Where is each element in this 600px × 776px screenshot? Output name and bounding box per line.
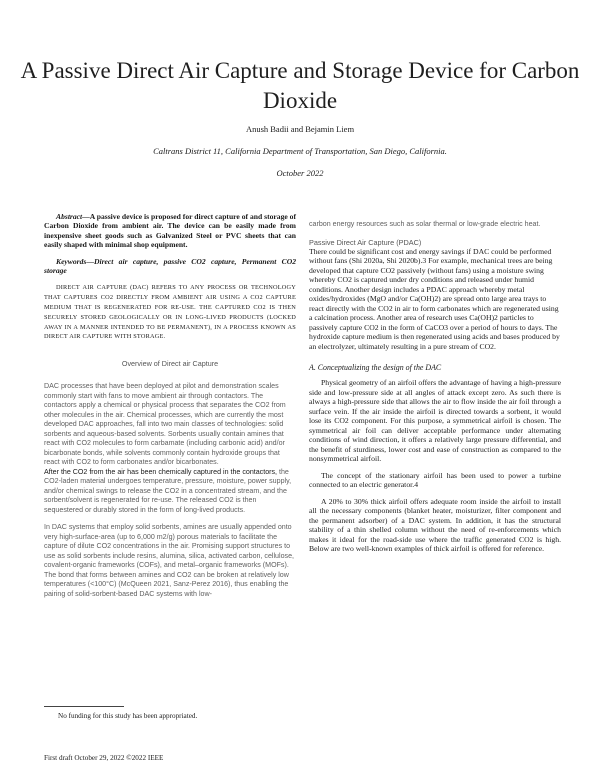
pdac-heading: Passive Direct Air Capture (PDAC): [309, 237, 422, 247]
right-column: [309, 220, 561, 554]
overview-paragraph-2-rest: the CO2-laden material undergoes temperature, pressure, moisture, power supply, and/or chemical swings to release the CO2 in a concentrated stream, and the sorbent/solvent is regenerated for re-use. The released CO2 is then sequestered or durably stored in the form of long-lived products.: [44, 467, 292, 514]
airfoil-paragraph-3: A 20% to 30% thick airfoil offers adequate room inside the airfoil to install all the necessary components (blanket heater, moisturizer, filter component and the permanent adsorber) of a DAC system. In addition, it has the structural stability of a thin shelled column without the need of re-enforcements which makes it ideal for the road-side use where the traffic generated CO2 is high. Below are two well-known examples of thick airfoil is offered for reference.: [309, 496, 561, 553]
overview-heading: Overview of Direct air Capture: [121, 359, 219, 369]
overview-paragraph-2-lead: After the CO2 from the air has been chemically captured in the contactors,: [44, 467, 278, 476]
airfoil-paragraph-2: The concept of the stationary airfoil has been used to power a turbine connected to an electric generator.4: [309, 470, 561, 489]
airfoil-paragraph-1: Physical geometry of an airfoil offers the advantage of having a high-pressure side and low-pressure side at all angles of attack except zero. As such there is always a high-pressure side that allows the air to flow inside the air foil through a surface vein. If the air inside the airfoil is directed towards a sorbent, it would lose its CO2 component. For this purpose, a symmetrical airfoil is chosen. The symmetrical air foil can deliver acceptable performance under alternating conditions of wind direction, it offers a relatively large pressure differential, and the benefit of sturdiness, lower cost and ease of construction as compared to the nonsymmetrical airfoil.: [309, 378, 561, 463]
pdac-paragraph: There could be significant cost and energy savings if DAC could be performed without fans (Shi 2020a, Shi 2020b).3 For example, mechanical trees are being developed that capture CO2 passively (without fans) using a moisture swing whereby CO2 is captured under dry conditions and released under humid conditions. Another design includes a PDAC approach whereby metal oxides/hydroxides (MgO and/or Ca(OH)2) are spread onto large area trays to react directly with the CO2 in air to form carbonates which are regenerated using a calcination process. Another area of research uses Ca(OH)2 particles to passively capture CO2 in the form of CaCO3 over a period of hours to days. The hydroxide capture medium is then regenerated using acids and bases produced by an electrolyzer, ultimately resulting in a pure stream of CO2.: [309, 246, 560, 351]
footnote-divider: [44, 706, 124, 707]
overview-paragraph-3: In DAC systems that employ solid sorbents, amines are usually appended onto very high-surface-area (up to 6,000 m2/g) porous materials to facilitate the capture of dilute CO2 concentrations in the air. Promising support structures to use as solid sorbents include resins, alumina, silica, activated carbon, cellulose, covalent-organic frameworks (COFs), and metal–organic frameworks (MOFs). The bond that forms between amines and CO2 can be broken at relatively low temperatures (<100°C) (McQueen 2021, Sanz-Perez 2016), thus enabling the pairing of solid-sorbent-based DAC systems with low-: [44, 523, 294, 598]
subsection-heading: A. Conceptualizing the design of the DAC: [309, 363, 442, 372]
keywords: Keywords—Direct air capture, passive CO2 capture, Permanent CO2 storage: [44, 256, 296, 276]
affiliation: Caltrans District 11, California Department of Transportation, San Diego, California.: [153, 146, 447, 156]
overview-paragraph-1: DAC processes that have been deployed at pilot and demonstration scales commonly start with fans to move ambient air through contactors. The contactors apply a chemical or physical process that separates the CO2 from other molecules in the air. Chemical processes, which are currently the most developed DAC approaches, fall into two main classes of technologies: solid sorbents and aqueous-based solvents. Sorbents usually contain amines that react with CO2 molecules to form carbamate (including carbonic acid) and/or bicarbonate bonds, while solvents commonly contain hydroxide groups that react with CO2 to form carbonates and/or bicarbonates.: [44, 382, 286, 467]
intro-paragraph: DIRECT AIR CAPTURE (DAC) REFERS TO ANY PROCESS OR TECHNOLOGY THAT CAPTURES CO2 DIRECTLY FROM AMBIENT AIR USING A CO2 CAPTURE MEDIUM THAT IS REGENERATED FOR RE-USE. THE CAPTURED CO2 IS THEN SECURELY STORED GEOLOGICALLY OR IN LONG-LIVED PRODUCTS (LOCKED AWAY IN A MANNER INTENDED TO BE PERMANENT), IN A PROCESS KNOWN AS DIRECT AIR CAPTURE WITH STORAGE.: [44, 284, 296, 341]
abstract-lead: Abstract: [56, 212, 83, 221]
footnote: No funding for this study has been appropriated.: [58, 712, 198, 720]
page-title: A Passive Direct Air Capture and Storage Device for Carbon Dioxide: [20, 58, 580, 113]
continued-paragraph: carbon energy resources such as solar thermal or low-grade electric heat.: [309, 220, 541, 228]
left-column: [44, 212, 296, 599]
authors: Anush Badii and Bejamin Liem: [245, 124, 355, 134]
page-footer: First draft October 29, 2022 ©2022 IEEE: [44, 754, 164, 762]
overview-paragraph-2: [44, 468, 296, 516]
paper-date: October 2022: [276, 168, 324, 178]
abstract-text: —A passive device is proposed for direct capture of and storage of Carbon Dioxide from ambient air. The device can be easily made from inexpensive sheet goods such as Galvanized Steel or PVC sheets that can easily shaped with minimal shop equipment.: [44, 212, 296, 250]
abstract: [44, 212, 296, 250]
